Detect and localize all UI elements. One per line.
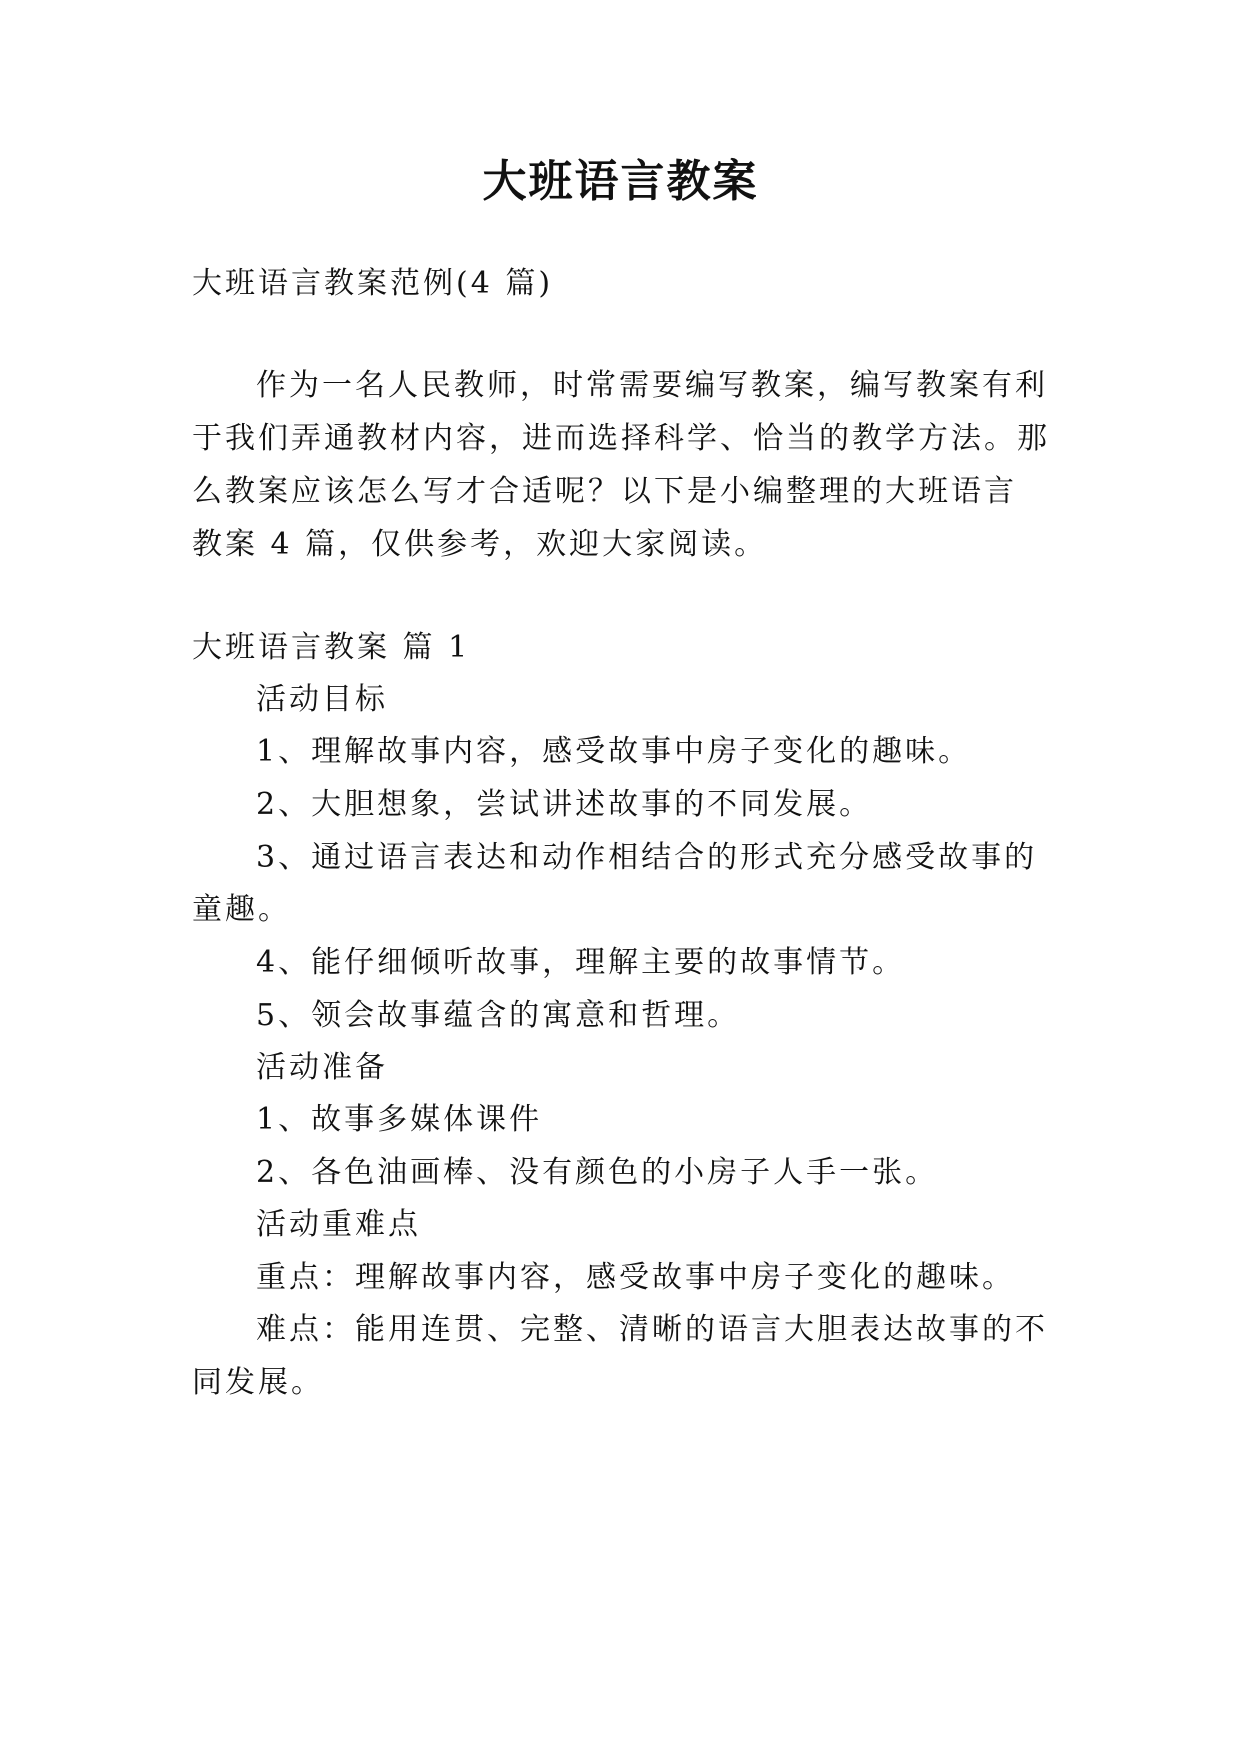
- prep-item-1: 1、故事多媒体课件: [256, 1102, 543, 1137]
- section-heading: 大班语言教案 篇 1: [192, 630, 471, 665]
- goal-item-3: 3、通过语言表达和动作相结合的形式充分感受故事的: [256, 840, 1038, 875]
- intro-line-4: 教案 4 篇，仅供参考，欢迎大家阅读。: [192, 527, 768, 562]
- document-subtitle: 大班语言教案范例(4 篇): [192, 266, 554, 301]
- focus-difficulty-continued: 同发展。: [192, 1365, 324, 1400]
- intro-line-3: 么教案应该怎么写才合适呢？以下是小编整理的大班语言: [192, 474, 1017, 509]
- focus-difficulty: 难点：能用连贯、完整、清晰的语言大胆表达故事的不: [256, 1312, 1048, 1347]
- prep-heading: 活动准备: [256, 1050, 388, 1085]
- intro-line-2: 于我们弄通教材内容，进而选择科学、恰当的教学方法。那: [192, 421, 1050, 456]
- prep-item-2: 2、各色油画棒、没有颜色的小房子人手一张。: [256, 1155, 939, 1190]
- focus-heading: 活动重难点: [256, 1207, 421, 1242]
- goal-item-3-continued: 童趣。: [192, 892, 291, 927]
- goal-heading: 活动目标: [256, 682, 388, 717]
- goal-item-5: 5、领会故事蕴含的寓意和哲理。: [256, 998, 741, 1033]
- document-title: 大班语言教案: [482, 156, 759, 207]
- goal-item-1: 1、理解故事内容，感受故事中房子变化的趣味。: [256, 734, 972, 769]
- intro-line-1: 作为一名人民教师，时常需要编写教案，编写教案有利: [256, 368, 1048, 403]
- goal-item-2: 2、大胆想象，尝试讲述故事的不同发展。: [256, 787, 873, 822]
- goal-item-4: 4、能仔细倾听故事，理解主要的故事情节。: [256, 945, 906, 980]
- focus-key-point: 重点：理解故事内容，感受故事中房子变化的趣味。: [256, 1260, 1015, 1295]
